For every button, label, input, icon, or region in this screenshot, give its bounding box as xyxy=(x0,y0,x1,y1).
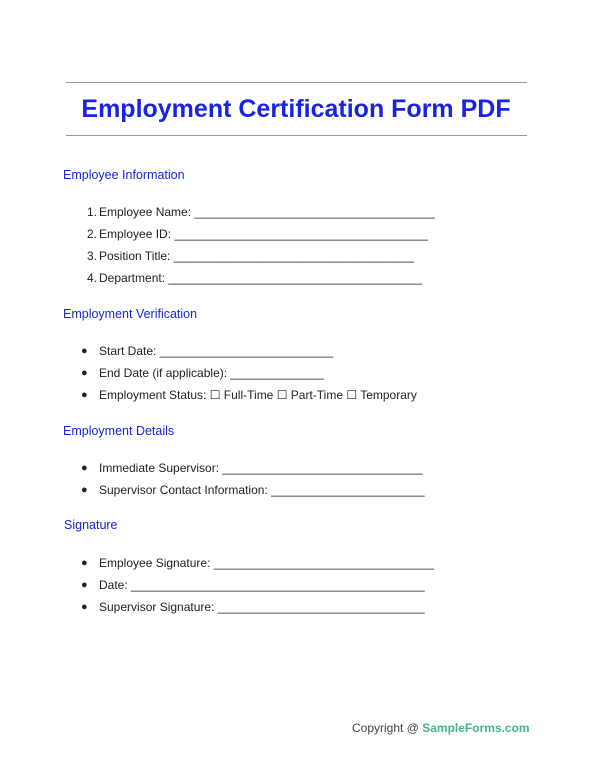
list-item xyxy=(81,555,434,577)
list-marker: 2. xyxy=(86,227,97,241)
copyright-footer xyxy=(352,720,530,736)
brand-link[interactable]: SampleForms.com xyxy=(422,721,530,735)
section-heading-employment-verification: Employment Verification xyxy=(63,307,198,321)
list-item xyxy=(81,365,417,387)
list-item xyxy=(81,577,434,599)
list-marker: 3. xyxy=(86,249,97,263)
employee-signature-field: Employee Signature: _________________________________ xyxy=(99,556,434,570)
immediate-supervisor-field: Immediate Supervisor: ______________________________ xyxy=(99,461,423,475)
section-heading-employee-information: Employee Information xyxy=(63,168,185,182)
end-date-field: End Date (if applicable): ______________ xyxy=(99,366,324,380)
employment-status-field: Employment Status: ☐ Full-Time ☐ Part-Time ☐ Temporary xyxy=(99,388,417,402)
department-field: Department: ______________________________________ xyxy=(99,271,422,285)
bullet-icon: ● xyxy=(81,367,88,379)
employment-verification-list xyxy=(81,343,417,409)
list-item xyxy=(81,482,425,504)
copyright-prefix: Copyright @ xyxy=(352,721,423,735)
supervisor-contact-field: Supervisor Contact Information: _______________________ xyxy=(99,483,425,497)
employee-information-list xyxy=(86,204,435,292)
bullet-icon: ● xyxy=(81,389,88,401)
list-item xyxy=(81,460,425,482)
page-title: Employment Certification Form PDF xyxy=(81,95,511,123)
list-item xyxy=(81,343,417,365)
list-item xyxy=(86,248,435,270)
section-heading-signature: Signature xyxy=(64,518,118,532)
date-field: Date: ____________________________________________ xyxy=(99,578,425,592)
bullet-icon: ● xyxy=(81,557,88,569)
bullet-icon: ● xyxy=(81,601,88,613)
signature-list xyxy=(81,555,434,621)
employee-name-field: Employee Name: ____________________________________ xyxy=(99,205,435,219)
list-marker: 1. xyxy=(86,205,97,219)
list-marker: 4. xyxy=(86,271,97,285)
bullet-icon: ● xyxy=(81,462,88,474)
list-item xyxy=(86,204,435,226)
list-item xyxy=(81,599,434,621)
position-title-field: Position Title: ____________________________________ xyxy=(99,249,414,263)
employment-details-list xyxy=(81,460,425,504)
section-heading-employment-details: Employment Details xyxy=(63,424,175,438)
list-item xyxy=(81,387,417,409)
start-date-field: Start Date: __________________________ xyxy=(99,344,334,358)
bullet-icon: ● xyxy=(81,484,88,496)
bullet-icon: ● xyxy=(81,345,88,357)
supervisor-signature-field: Supervisor Signature: _______________________________ xyxy=(99,600,425,614)
list-item xyxy=(86,270,435,292)
bullet-icon: ● xyxy=(81,579,88,591)
title-top-rule xyxy=(66,82,527,83)
employee-id-field: Employee ID: ______________________________________ xyxy=(99,227,428,241)
title-bottom-rule xyxy=(66,135,527,136)
list-item xyxy=(86,226,435,248)
